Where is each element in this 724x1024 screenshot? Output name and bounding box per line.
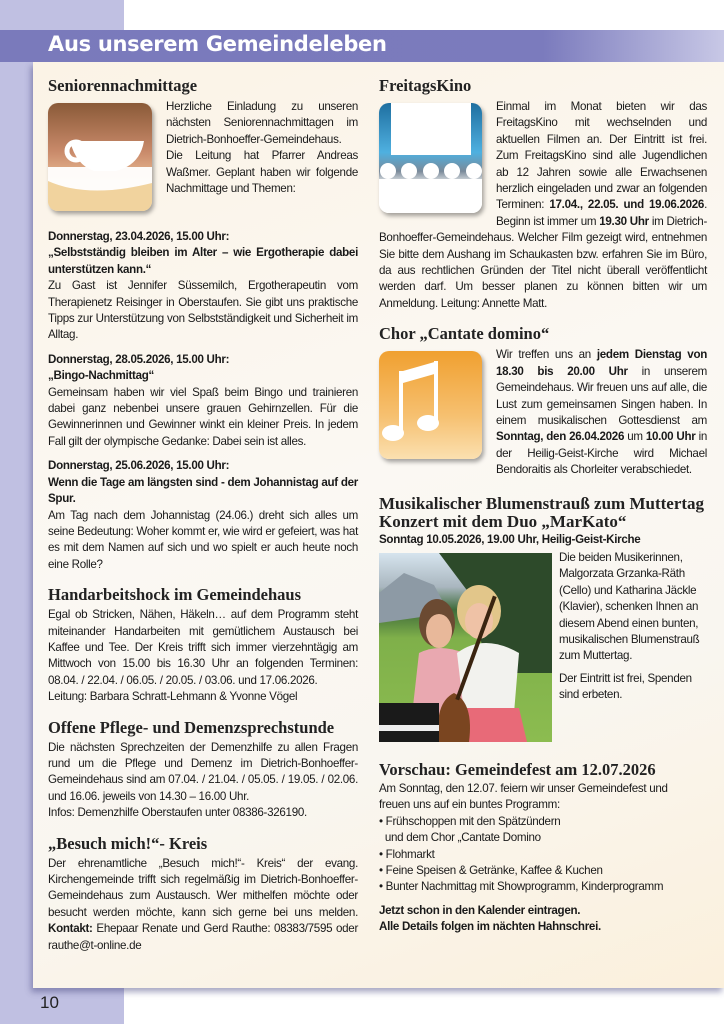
senioren-event-1: Donnerstag, 23.04.2026, 15.00 Uhr: „Selbstständig bleiben im Alter – wie Ergotherapie dabei unterstützen kann.“ Zu Gast ist Jennifer Süssemilch, Ergotherapeutin vom Therapienetz Reisinger in Oberstaufen. Sie gibt uns praktische Tipps zur Unterstützung von Selbstständigkeit und Sicherheit im Alltag. [48, 230, 358, 342]
fest-program-list: • Frühschoppen mit den Spätzündern und dem Chor „Cantate Domino • Flohmarkt • Feine Speisen & Getränke, Kaffee & Kuchen • Bunter Nachmittag mit Showprogramm, Kinderprogramm [379, 814, 664, 894]
section-banner [0, 30, 724, 62]
section-pflege: Offene Pflege- und Demenzsprechstunde Die nächsten Sprechzeiten der Demenzhilfe zu allen Fragen rund um die Pflege und Demenz im Dietrich-Bonhoeffer-Gemeindehaus sind am 07.04. / 21.04. / 05.05. / 19.05. / 02.06. und 16.06. jeweils von 14.30 – 16.00 Uhr. Infos: Demenzhilfe Oberstaufen unter 08386-326190. [48, 717, 358, 820]
konzert-text: Die beiden Musikerinnen, Malgorzata Grzanka-Räth (Cello) und Katharina Jäckle (Klavier), schenken Ihnen an diesem Abend einen bunten, musikalischen Blumenstrauß zum Muttertag. [559, 550, 700, 663]
senioren-event-2: Donnerstag, 28.05.2026, 15.00 Uhr: „Bingo-Nachmittag“ Gemeinsam haben wir viel Spaß beim Bingo und trainieren dabei ganz nebenbei unsere grauen Gehirnzellen. Für die Gewinnerinnen und Gewinner winkt ein kleiner Preis. In jedem Fall gilt der olympische Gedanke: Dabei sein ist alles. [48, 352, 358, 448]
senioren-intro: Herzliche Einladung zu unseren nächsten Seniorennachmittagen im Dietrich-Bonhoeffer-Gemeindehaus. Die Leitung hat Pfarrer Andreas Waßmer. Geplant haben wir folgende Nachmittage und Themen: [166, 100, 358, 196]
section-konzert: Musikalischer Blumenstrauß zum Muttertag Konzert mit dem Duo „MarKato“ Sonntag 10.05.2026, 19.00 Uhr, Heilig-Geist-Kirche Die beiden Musikerinnen, Malgorzata Grzanka-Räth (Cello) und Katharina Jäckle (Klavier), schenken Ihnen an diesem Abend einen bunten, musikalischen Blumenstrauß zum Muttertag. Der Eintritt ist frei, Spenden sind erbeten. [379, 479, 707, 704]
senioren-title: Seniorennachmittage [48, 76, 198, 95]
teacup-icon [48, 103, 152, 211]
chor-text: Wir treffen uns an jedem Dienstag von 18.30 bis 20.00 Uhr in unserem Gemeindehaus. Wir freuen uns auf alle, die Lust zum gemeinsamen Singen haben. In einem musikalischen Gottesdienst am Sonntag, den 26.04.2026 um 10.00 Uhr in der Heilig-Geist-Kirche wird Michael Bendoraitis als Chorleiter verabschiedet. [496, 348, 708, 477]
konzert-text2: Der Eintritt ist frei, Spenden sind erbeten. [559, 671, 692, 702]
section-chor: Chor „Cantate domino“ Wir treffen uns an jedem Dienstag von 18.30 bis 20.00 Uhr in unserem Gemeindehaus. Wir freuen uns auf alle, die Lust zum gemeinsamen Singen haben. In einem musikalischen Gottesdienst am Sonntag, den 26.04.2026 um 10.00 Uhr in der Heilig-Geist-Kirche wird Michael Bendoraitis als Chorleiter verabschiedet. [379, 312, 707, 478]
page-number: 10 [40, 993, 59, 1012]
cinema-icon [379, 103, 482, 213]
section-senioren [48, 76, 358, 197]
left-column [48, 76, 358, 954]
section-kino: FreitagsKino Einmal im Monat bieten wir das FreitagsKino mit wechselnden und aktuellen Filmen an. Der Eintritt ist frei. Zum FreitagsKino sind alle Jugendlichen ab 12 Jahren sowie alle Erwachsenen herzlich eingeladen und zwar an folgenden Terminen: 17.04., 22.05. und 19.06.2026. Beginn ist immer um 19.30 Uhr im Dietrich-Bonhoeffer-Gemeindehaus. Welcher Film gezeigt wird, entnehmen Sie bitte dem Aushang im Schaukasten bzw. erfahren Sie im Büro, da aus rechtlichen Gründen der Titel nicht überall veröffentlicht werden darf. Um besser planen zu können bitten wir um Anmeldung. Leitung: Annette Matt. [379, 76, 707, 312]
kino-text: Einmal im Monat bieten wir das FreitagsKino mit wechselnden und aktuellen Filmen an. Der Eintritt ist frei. Zum FreitagsKino sind alle Jugendlichen ab 12 Jahren sowie alle Erwachsenen herzlich eingeladen und zwar an folgenden Terminen: 17.04., 22.05. und 19.06.2026. Beginn ist immer um 19.30 Uhr im Dietrich-Bonhoeffer-Gemeindehaus. Welcher Film gezeigt wird, entnehmen Sie bitte dem Aushang im Schaukasten bzw. erfahren Sie im Büro, da aus rechtlichen Gründen der Titel nicht überall veröffentlicht werden darf. Um besser planen zu können bitten wir um Anmeldung. Leitung: Annette Matt. [379, 100, 707, 310]
section-besuch: „Besuch mich!“- Kreis Der ehrenamtliche „Besuch mich!“- Kreis“ der evang. Kirchengemeinde trifft sich regelmäßig im Dietrich-Bonhoeffer-Gemeindehaus zum Austausch. Wer mithelfen möchte oder besucht werden möchte, kann sich gerne bei uns melden. Kontakt: Ehepaar Renate und Gerd Rauthe: 08383/7595 oder rauthe@t-online.de [48, 833, 358, 952]
section-gemeindefest: Vorschau: Gemeindefest am 12.07.2026 Am Sonntag, den 12.07. feiern wir unser Gemeindefest und freuen uns auf ein buntes Programm: • Frühschoppen mit den Spätzündern und dem Chor „Cantate Domino • Flohmarkt • Feine Speisen & Getränke, Kaffee & Kuchen • Bunter Nachmittag mit Showprogramm, Kinderprogramm Jetzt schon in den Kalender eintragen. Alle Details folgen im nächten Hahnschrei. [379, 746, 707, 936]
senioren-event-3: Donnerstag, 25.06.2026, 15.00 Uhr: Wenn die Tage am längsten sind - dem Johannistag auf der Spur. Am Tag nach dem Johannistag (24.06.) dreht sich alles um seine Bedeutung: Woher kommt er, wie wird er gefeiert, was hat es mit dem Namen auf sich und wo spielt er auch heute noch eine Rolle? [48, 459, 358, 571]
section-handarbeit: Handarbeitshock im Gemeindehaus Egal ob Stricken, Nähen, Häkeln… auf dem Programm steht miteinander Handarbeiten mit gemütlichem Austausch bei Kaffee und Tee. Der Kreis trifft sich immer vierzehntägig am Mittwoch von 15.00 bis 16.30 Uhr an folgenden Terminen: 08.04. / 22.04. / 06.05. / 20.05. / 03.06. und 17.06.2026. Leitung: Barbara Schratt-Lehmann & Yvonne Vögel [48, 585, 358, 704]
music-note-icon [379, 351, 482, 459]
duo-photo [379, 553, 552, 742]
right-column [379, 76, 707, 936]
page-title: Aus unserem Gemeindeleben [48, 32, 387, 56]
